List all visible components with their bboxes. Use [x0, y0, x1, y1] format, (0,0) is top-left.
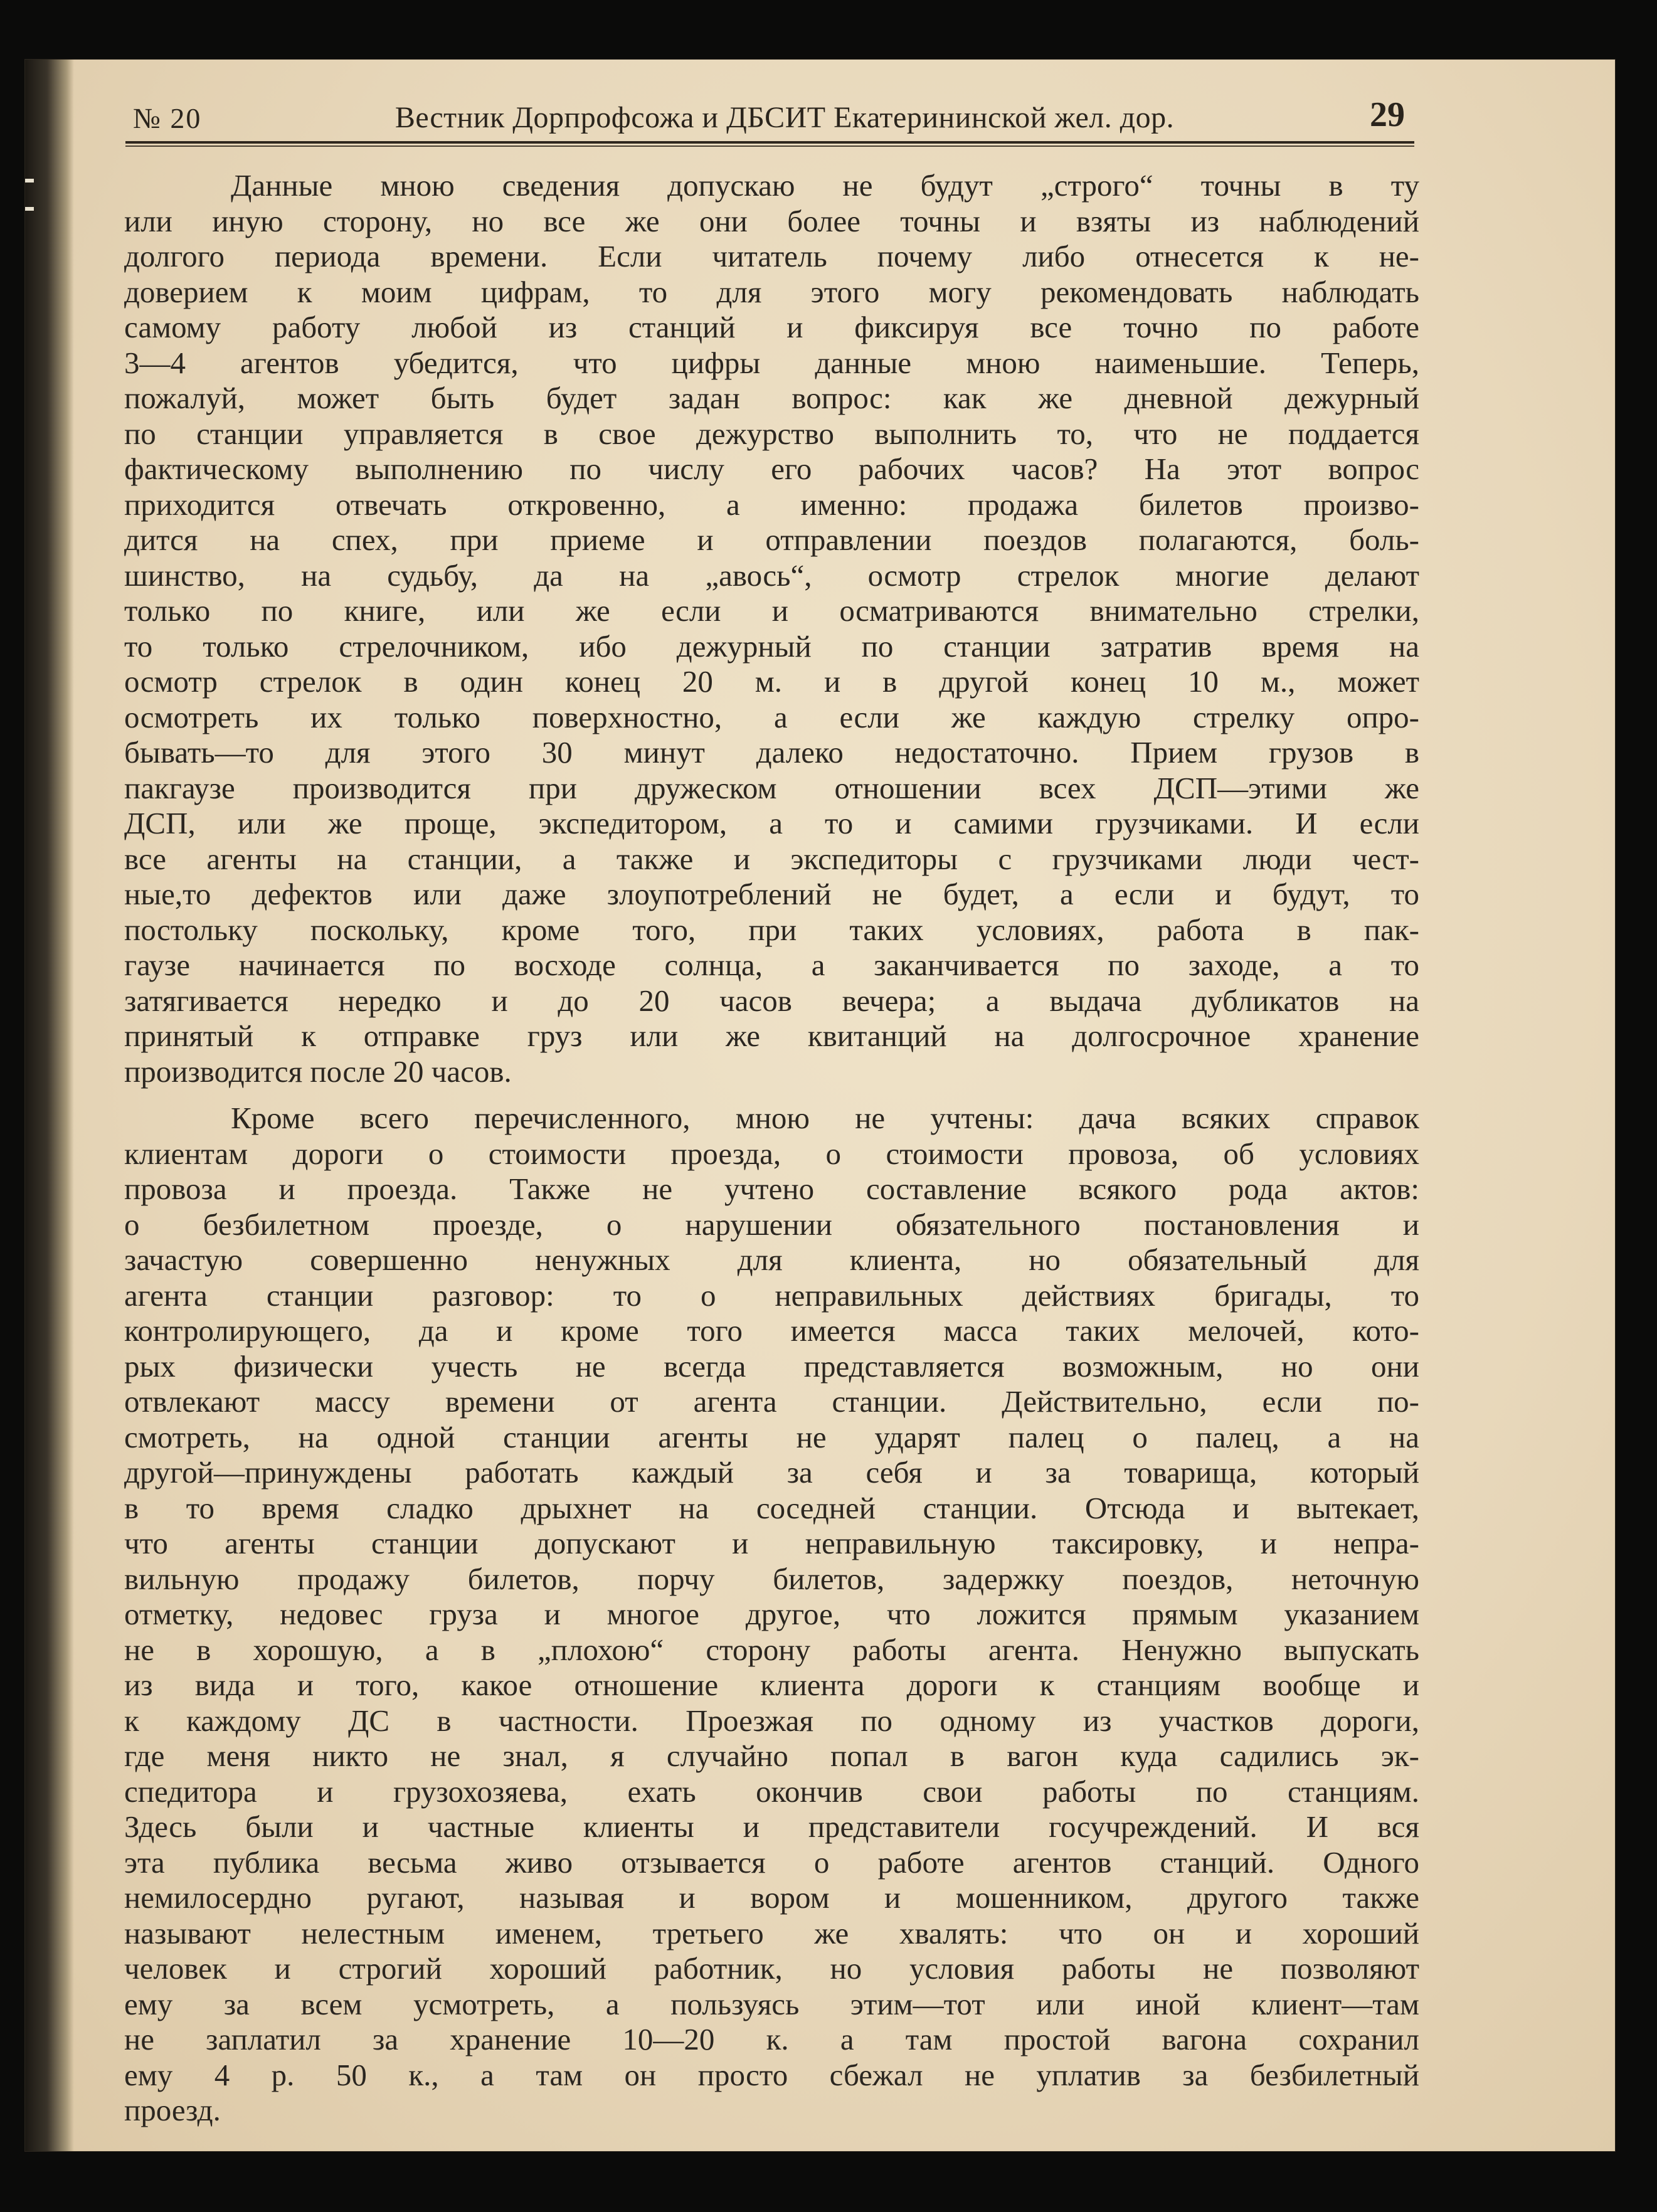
gutter-mark	[25, 207, 34, 211]
text-line: ные,то дефектов или даже злоупотреблений не будет, а если и будут, то	[124, 877, 1419, 911]
text-line: к каждому ДС в частности. Проезжая по одному из участков дороги,	[124, 1703, 1419, 1738]
text-line: не в хорошую, а в „плохою“ сторону работы агента. Ненужно выпускать	[124, 1632, 1419, 1667]
text-line: о безбилетном проезде, о нарушении обязательного постановления и	[124, 1207, 1419, 1242]
text-line: дится на спех, при приеме и отправлении поездов полагаются, боль-	[124, 522, 1419, 557]
text-line: по станции управляется в свое дежурство выполнить то, что не поддается	[124, 416, 1419, 451]
text-line: в то время сладко дрыхнет на соседней станции. Отсюда и вытекает,	[124, 1490, 1419, 1525]
paragraph-1	[124, 168, 1419, 1089]
text-line: проезд.	[124, 2093, 221, 2127]
text-line: постольку поскольку, кроме того, при таких условиях, работа в пак-	[124, 912, 1419, 947]
page-gutter-shadow	[25, 60, 74, 2151]
text-line: самому работу любой из станций и фиксируя все точно по работе	[124, 310, 1419, 344]
text-line: производится после 20 часов.	[124, 1054, 512, 1089]
article-body	[124, 168, 1419, 2140]
text-line: принятый к отправке груз или же квитанций на долгосрочное хранение	[124, 1019, 1419, 1053]
text-line: фактическому выполнению по числу его рабочих часов? На этот вопрос	[124, 452, 1419, 486]
text-line: называют нелестным именем, третьего же хвалять: что он и хороший	[124, 1915, 1419, 1950]
text-line: затягивается нередко и до 20 часов вечера; а выдача дубликатов на	[124, 983, 1419, 1018]
text-line: то только стрелочником, ибо дежурный по станции затратив время на	[124, 628, 1419, 664]
text-line: или иную сторону, но все же они более точны и взяты из наблюдений	[124, 203, 1419, 238]
text-line: рых физически учесть не всегда представляется возможным, но они	[124, 1348, 1419, 1384]
paragraph-2	[124, 1101, 1419, 2129]
running-title: Вестник Дорпрофсожа и ДБСИТ Екатерининской жел. дор.	[394, 101, 1175, 134]
text-line: контролирующего, да и кроме того имеется масса таких мелочей, кото-	[124, 1313, 1419, 1348]
text-line: доверием к моим цифрам, то для этого могу рекомендовать наблюдать	[124, 274, 1419, 309]
text-line: отвлекают массу времени от агента станции. Действительно, если по-	[124, 1384, 1419, 1419]
header-rule-thin	[125, 146, 1414, 147]
text-line: ему 4 р. 50 к., а там он просто сбежал не уплатив за безбилетный	[124, 2057, 1419, 2092]
text-line: агента станции разговор: то о неправильных действиях бригады, то	[124, 1278, 1419, 1313]
text-line: Здесь были и частные клиенты и представители госучреждений. И вся	[124, 1809, 1419, 1844]
text-line: пакгаузе производится при дружеском отношении всех ДСП—этими же	[124, 770, 1419, 805]
text-line: гаузе начинается по восходе солнца, а заканчивается по заходе, а то	[124, 948, 1419, 982]
text-line: что агенты станции допускают и неправильную таксировку, и непра-	[124, 1526, 1419, 1560]
text-line: пожалуй, может быть будет задан вопрос: как же дневной дежурный	[124, 381, 1419, 415]
text-line: клиентам дороги о стоимости проезда, о стоимости провоза, об условиях	[124, 1136, 1419, 1171]
text-line: где меня никто не знал, я случайно попал в вагон куда садились эк-	[124, 1738, 1419, 1773]
text-line: другой—принуждены работать каждый за себя и за товарища, который	[124, 1455, 1419, 1490]
text-line: смотреть, на одной станции агенты не ударят палец о палец, а на	[124, 1419, 1419, 1454]
text-line: ему за всем усмотреть, а пользуясь этим—тот или иной клиент—там	[124, 1986, 1419, 2021]
text-line: приходится отвечать откровенно, а именно: продажа билетов произво-	[124, 487, 1419, 522]
page-number: 29	[1370, 95, 1405, 134]
text-line: шинство, на судьбу, да на „авось“, осмотр стрелок многие делают	[124, 558, 1419, 593]
text-line: не заплатил за хранение 10—20 к. а там простой вагона сохранил	[124, 2022, 1419, 2056]
text-line: осмотреть их только поверхностно, а если же каждую стрелку опро-	[124, 699, 1419, 734]
text-line: зачастую совершенно ненужных для клиента, но обязательный для	[124, 1242, 1419, 1277]
text-line: немилосердно ругают, называя и вором и мошенником, другого также	[124, 1880, 1419, 1915]
text-line: осмотр стрелок в один конец 20 м. и в другой конец 10 м., может	[124, 664, 1419, 699]
text-line: человек и строгий хороший работник, но условия работы не позволяют	[124, 1951, 1419, 1986]
text-line: отметку, недовес груза и многое другое, что ложится прямым указанием	[124, 1597, 1419, 1631]
gutter-mark	[25, 179, 34, 183]
header-rule	[125, 141, 1414, 144]
text-line: Данные мною сведения допускаю не будут „строго“ точны в ту	[231, 168, 1419, 203]
text-line: эта публика весьма живо отзывается о работе агентов станций. Одного	[124, 1844, 1419, 1880]
text-line: из вида и того, какое отношение клиента дороги к станциям вообще и	[124, 1668, 1419, 1702]
text-line: ДСП, или же проще, экспедитором, а то и самими грузчиками. И если	[124, 806, 1419, 840]
text-line: бывать—то для этого 30 минут далеко недостаточно. Прием грузов в	[124, 735, 1419, 770]
text-line: все агенты на станции, а также и экспедиторы с грузчиками люди чест-	[124, 841, 1419, 876]
issue-number: № 20	[133, 102, 202, 134]
text-line: только по книге, или же если и осматриваются внимательно стрелки,	[124, 593, 1419, 628]
running-header	[133, 85, 1405, 135]
text-line: вильную продажу билетов, порчу билетов, задержку поездов, неточную	[124, 1561, 1419, 1596]
text-line: спедитора и грузохозяева, ехать окончив свои работы по станциям.	[124, 1774, 1419, 1809]
text-line: долгого периода времени. Если читатель почему либо отнесется к не-	[124, 239, 1419, 273]
text-line: провоза и проезда. Также не учтено составление всякого рода актов:	[124, 1172, 1419, 1206]
text-line: 3—4 агентов убедится, что цифры данные мною наименьшие. Теперь,	[124, 345, 1419, 380]
text-line: Кроме всего перечисленного, мною не учтены: дача всяких справок	[231, 1101, 1419, 1135]
